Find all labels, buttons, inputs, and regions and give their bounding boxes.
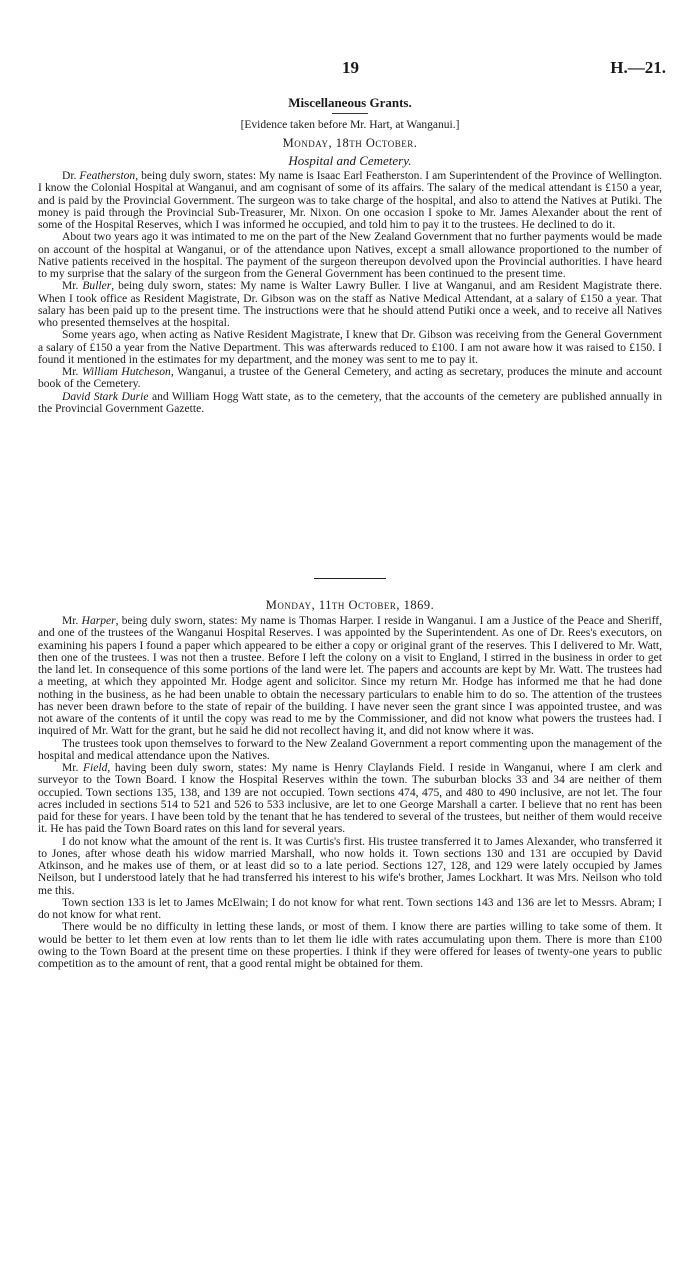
witness-name: David Stark Durie xyxy=(62,390,149,403)
paragraph-text: There would be no difficulty in letting these lands, or most of them. I know there are parties willing to take some of them. It would be better to let them even at low rents than to let them lie idle with rates accumulating upon them. There is more than £100 owing to the Town Board at the present time on these properties. I think if they were offered for leases of twenty-one years to public competition as to the amount of rent, that a good rental might be obtained for them. xyxy=(38,921,662,970)
paragraph xyxy=(38,366,662,391)
paragraph xyxy=(38,170,662,231)
paragraph xyxy=(38,836,662,897)
paragraph-text: Some years ago, when acting as Native Resident Magistrate, I knew that Dr. Gibson was receiving from the General Government a salary of £150 a year from the Native Department. This was afterwards reduced to £100. I am not aware how it was raised to £150. I found it mentioned in the estimates for my department, and the money was sent to me to pay it. xyxy=(38,329,662,366)
document-code: H.—21. xyxy=(610,58,666,77)
section-title: Miscellaneous Grants. xyxy=(288,95,412,110)
section1-subtitle: Hospital and Cemetery. xyxy=(288,153,412,168)
paragraph-text: , being duly sworn, states: My name is Isaac Earl Featherston. I am Superintendent of the Province of Wellington. I know the Colonial Hospital at Wanganui, and am cognisant of some of its affairs. The salary of the medical attendant is £150 a year, and is paid by the Provincial Government. The surgeon was to take charge of the hospital, and also to attend the Natives at Putiki. The money is paid through the Provincial Sub-Treasurer, Mr. Nixon. On one occasion I spoke to Mr. James Alexander about the rent of some of the Hospital Reserves, which I was informed he occupied, and told him to pay it to the trustees. He declined to do it. xyxy=(38,170,663,231)
paragraph-text: , being duly sworn, states: My name is Thomas Harper. I reside in Wanganui. I am a Justice of the Peace and Sheriff, and one of the trustees of the Wanganui Hospital Reserves. I was appointed by the Superintendent. As one of Dr. Rees's executors, on examining his papers I found a paper which appeared to be either a copy or original grant of the reserves. This I delivered to Mr. Watt, then one of the trustees. I was not then a trustee. Before I left the colony on a visit to England, I stirred in the business in order to get the land let. In consequence of this some portions of the land were let. The papers and accounts are kept by Mr. Watt. The trustees had a meeting, at which they appointed Mr. Hodge agent and solicitor. Since my return Mr. Hodge has informed me that he had done nothing in the business, as he had been unable to obtain the necessary particulars to enable him to do so. The attention of the trustees has never been drawn before to the state of repair of the building. I have never seen the grant since I was appointed trustee, and was not aware of the contents of it until the copy was read to me by the Commissioner, and did not know what powers the trustees had. I inquired of Mr. Watt for the grant, but he said he did not recollect having it, and did not know where it was. xyxy=(38,615,663,738)
witness-name: Field xyxy=(82,762,108,774)
witness-name: Buller xyxy=(82,280,112,293)
section1-date: Monday, 18th October. xyxy=(282,136,418,150)
paragraph xyxy=(38,921,662,970)
witness-name: William Hutcheson xyxy=(81,366,171,378)
paragraph xyxy=(38,738,662,763)
paragraph-text: Mr. xyxy=(62,615,82,627)
paragraph-text: The trustees took upon themselves to forward to the New Zealand Government a report commenting upon the management of the hospital and medical attendance upon the Natives. xyxy=(38,737,662,762)
section2-date: Monday, 11th October, 1869. xyxy=(265,598,435,612)
paragraph-text: Mr. xyxy=(62,280,83,293)
section2-body xyxy=(38,615,662,970)
paragraph xyxy=(38,329,662,366)
paragraph-text: , having been duly sworn, states: My name is Henry Claylands Field. I reside in Wanganui, where I am clerk and surveyor to the Town Board. I know the Hospital Reserves within the town. The suburban blocks 33 and 34 are neither of them occupied. Town sections 135, 138, and 139 are not occupied. Town sections 474, 475, and 480 to 490 inclusive, are not let. The four acres included in sections 514 to 521 and 526 to 533 inclusive, are let to one George Marshall a carter. I believe that no rent has been paid for these for years. I have been told by the tenant that he has tendered to several of the trustees, but neither of them would receive it. He has paid the Town Board rates on this land for several years. xyxy=(38,762,662,836)
paragraph-text: , Wanganui, a trustee of the General Cemetery, and acting as secretary, produces the minute and account book of the Cemetery. xyxy=(38,366,662,391)
paragraph-text: About two years ago it was intimated to me on the part of the New Zealand Government that no further payments would be made on account of the hospital at Wanganui, or of the attendance upon Natives, except a small allowance proportioned to the number of Native patients received in the hospital. The payment of the surgeon thereupon devolved upon the Provincial authorities. I have heard to my surprise that the salary of the surgeon from the General Government has been continued to the present time. xyxy=(38,231,662,280)
paragraph-text: Mr. xyxy=(62,762,83,774)
paragraph xyxy=(38,231,662,280)
paragraph xyxy=(38,762,662,836)
paragraph xyxy=(38,280,662,329)
paragraph xyxy=(38,615,662,738)
paragraph-text: Mr. xyxy=(62,366,82,378)
witness-name: Featherston xyxy=(79,170,136,182)
section1-body xyxy=(38,170,662,415)
paragraph xyxy=(38,897,662,922)
evidence-note: [Evidence taken before Mr. Hart, at Wanganui.] xyxy=(240,119,460,131)
paragraph-text: Dr. xyxy=(62,170,80,182)
paragraph-text: and William Hogg Watt state, as to the cemetery, that the accounts of the cemetery are published annually in the Provincial Government Gazette. xyxy=(38,390,662,415)
page-number: 19 xyxy=(342,58,359,77)
paragraph xyxy=(38,391,662,416)
title-rule xyxy=(332,113,368,114)
paragraph-text: Town section 133 is let to James McElwain; I do not know for what rent. Town sections 143 and 136 are let to Messrs. Abram; I do not know for what rent. xyxy=(38,896,662,921)
paragraph-text: I do not know what the amount of the rent is. It was Curtis's first. His trustee transferred it to James Alexander, who transferred it to Jones, after whose death his widow married Marshall, who now holds it. Town sections 130 and 131 are occupied by David Atkinson, and he makes use of them, or at least did so to a late period. Sections 127, 128, and 129 were lately occupied by James Neilson, but I understood lately that he had transferred his interest to his wife's brother, James Lockhart. It was Mrs. Neilson who told me this. xyxy=(38,835,662,897)
section-divider xyxy=(314,578,386,579)
paragraph-text: , being duly sworn, states: My name is Walter Lawry Buller. I live at Wanganui, and am Resident Magistrate there. When I took office as Resident Magistrate, Dr. Gibson was on the staff as Native Medical Attendant, at a salary of £150 a year. That salary has been paid up to the present time. The instructions were that he should attend Putiki once a week, and to receive all Natives who presented themselves at the hospital. xyxy=(38,280,662,329)
witness-name: Harper xyxy=(81,615,116,627)
